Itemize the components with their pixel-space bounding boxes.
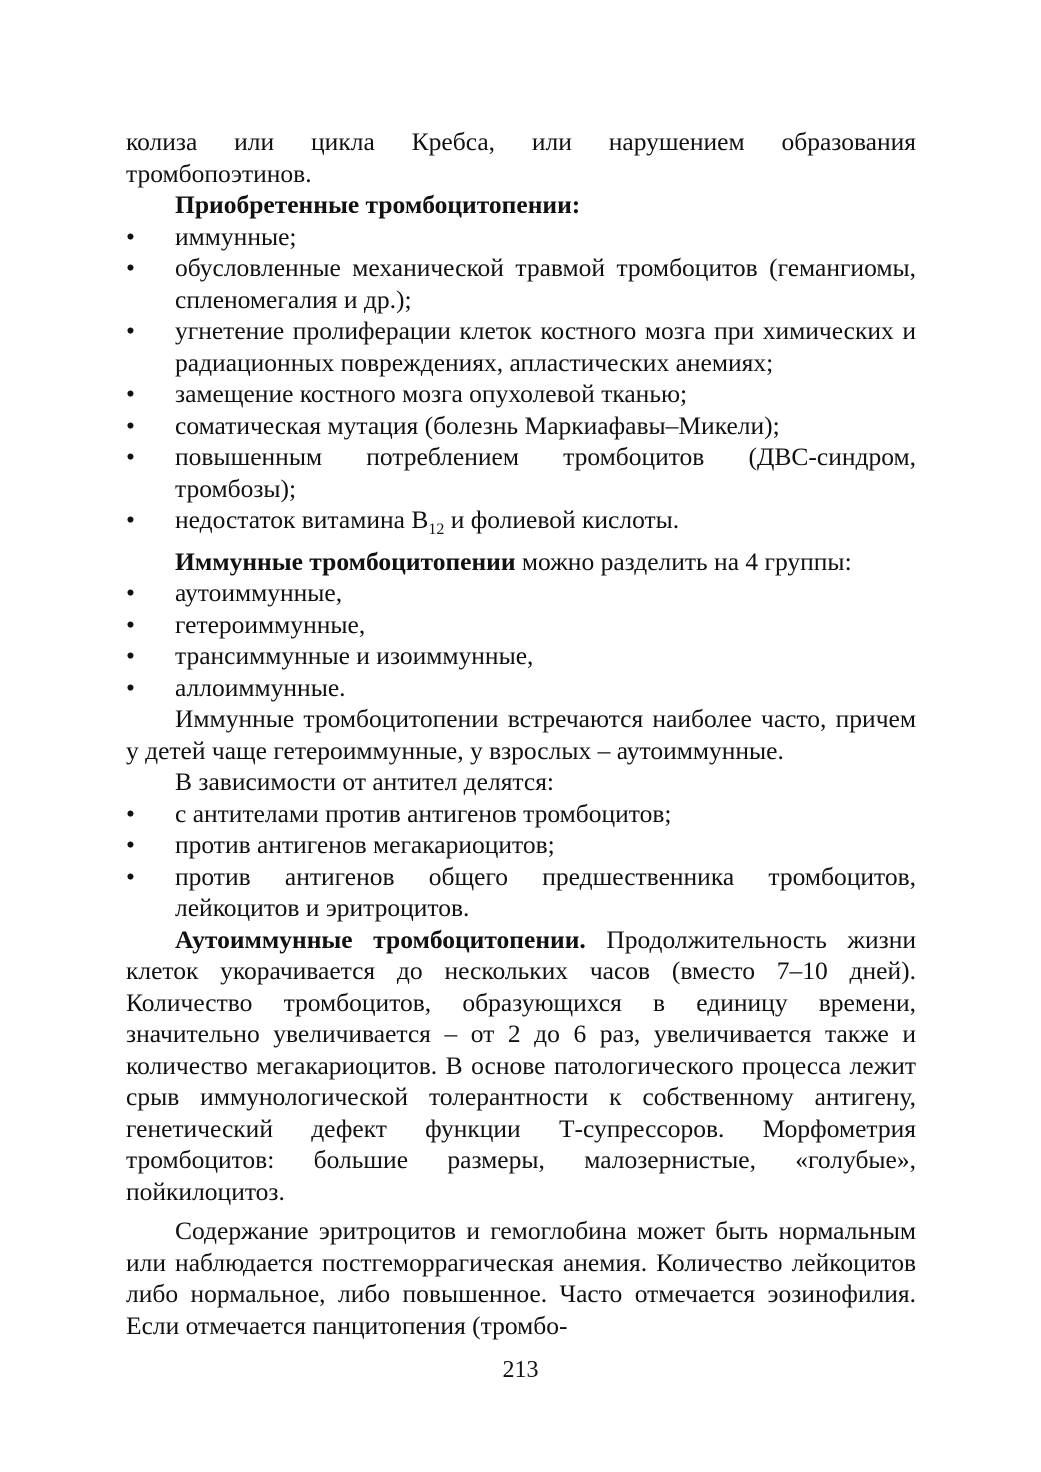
paragraph-continuation: колиза или цикла Кребса, или нарушением образования тромбопоэтинов. xyxy=(126,127,916,188)
list-item: • аутоиммунные, xyxy=(126,577,916,609)
paragraph-antibodies: В зависимости от антител делятся: xyxy=(175,767,555,797)
list-acquired xyxy=(126,221,916,546)
immune-intro-text: можно разделить на 4 группы: xyxy=(515,546,852,576)
vitamin-text: недостаток витамина B xyxy=(175,505,429,534)
list-item: • против антигенов общего предшественника тромбоцитов, лейкоцитов и эритроцитов. xyxy=(126,861,916,924)
vitamin-subscript: 12 xyxy=(428,521,445,539)
list-item: • гетероиммунные, xyxy=(126,609,916,641)
list-item: • замещение костного мозга опухолевой тканью; xyxy=(126,378,916,410)
list-item: • трансиммунные и изоиммунные, xyxy=(126,640,916,672)
list-item: • иммунные; xyxy=(126,221,916,253)
paragraph-immune-intro xyxy=(126,546,916,578)
list-antibodies xyxy=(126,798,916,924)
page-number: 213 xyxy=(502,1357,539,1383)
list-immune xyxy=(126,577,916,703)
heading-acquired-text: Приобретенные тромбоцитопении: xyxy=(175,190,581,219)
list-item: • обусловленные механической травмой тромбоцитов (гемангиомы, спленомегалия и др.); xyxy=(126,252,916,315)
list-item: • соматическая мутация (болезнь Маркиафавы–Микели); xyxy=(126,410,916,442)
list-item: • с антителами против антигенов тромбоцитов; xyxy=(126,798,916,830)
paragraph-erythrocytes: Содержание эритроцитов и гемоглобина может быть нормальным или наблюдается постгеморрагическая анемия. Количество лейкоцитов либо нормальное, либо повышенное. Часто отмечается эозинофилия. Если отмечается панцитопения (тромбо- xyxy=(126,1216,916,1340)
paragraph-autoimmune xyxy=(126,924,916,1208)
list-item: • аллоиммунные. xyxy=(126,672,916,704)
vitamin-text-end: и фолиевой кислоты. xyxy=(444,505,680,534)
list-item-vitamin xyxy=(126,504,916,546)
heading-autoimmune: Аутоиммунные тромбоцитопении. xyxy=(175,924,586,954)
autoimmune-text: Продолжительность жизни клеток укорачивается до нескольких часов (вместо 7–10 дней). Количество тромбоцитов, образующихся в единицу времени, значительно увеличивается – от 2 до 6 раз, увеличивается также и количество мегакариоцитов. В основе патологического процесса лежит срыв иммунологической толерантности к собственному антигену, генетический дефект функции Т-супрессоров. Морфометрия тромбоцитов: большие размеры, малозернистые, «голубые», пойкилоцитоз. xyxy=(126,924,916,1206)
heading-immune: Иммунные тромбоцитопении xyxy=(175,546,516,576)
list-item: • угнетение пролиферации клеток костного мозга при химических и радиационных повреждениях, апластических анемиях; xyxy=(126,315,916,378)
heading-acquired xyxy=(126,189,916,221)
list-item: • против антигенов мегакариоцитов; xyxy=(126,829,916,861)
list-item: • повышенным потреблением тромбоцитов (ДВС-синдром, тромбозы); xyxy=(126,441,916,504)
page-body xyxy=(126,126,916,1341)
paragraph-frequency: Иммунные тромбоцитопении встречаются наиболее часто, причем у детей чаще гетероиммунные, у взрослых – аутоиммунные. xyxy=(126,704,916,765)
